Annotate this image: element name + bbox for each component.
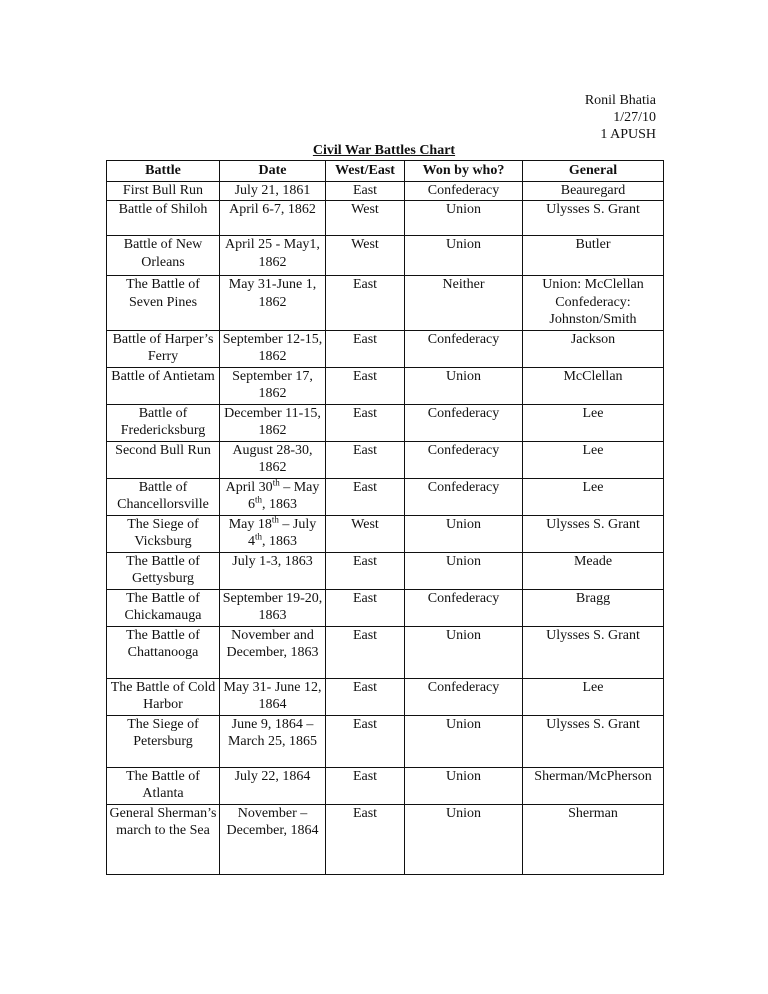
cell-region: East <box>326 678 405 715</box>
cell-region: East <box>326 626 405 678</box>
table-row <box>107 236 664 276</box>
table-row <box>107 515 664 552</box>
cell-date: August 28-30, 1862 <box>220 441 326 478</box>
cell-general: Jackson <box>523 330 664 367</box>
cell-region: West <box>326 236 405 276</box>
column-header-date: Date <box>220 161 326 182</box>
cell-winner: Union <box>405 715 523 767</box>
column-header-battle: Battle <box>107 161 220 182</box>
cell-region: East <box>326 330 405 367</box>
cell-region: East <box>326 767 405 804</box>
battles-table <box>106 160 664 875</box>
author-name: Ronil Bhatia <box>584 93 656 108</box>
cell-battle: Battle of Shiloh <box>107 201 220 236</box>
cell-date: May 31- June 12, 1864 <box>220 678 326 715</box>
cell-winner: Union <box>405 804 523 874</box>
cell-battle: Battle of Fredericksburg <box>107 404 220 441</box>
cell-date: May 31-June 1, 1862 <box>220 276 326 331</box>
date-text: May 18 <box>228 516 272 532</box>
cell-region: East <box>326 589 405 626</box>
cell-battle: The Battle of Chattanooga <box>107 626 220 678</box>
cell-winner: Confederacy <box>405 181 523 201</box>
document-header <box>585 92 656 143</box>
table-row <box>107 201 664 236</box>
cell-battle: The Battle of Gettysburg <box>107 552 220 589</box>
document-date: 1/27/10 <box>613 110 656 125</box>
cell-general: Ulysses S. Grant <box>523 626 664 678</box>
cell-winner: Union <box>405 367 523 404</box>
cell-general: Ulysses S. Grant <box>523 515 664 552</box>
cell-region: East <box>326 181 405 201</box>
cell-region: East <box>326 441 405 478</box>
ordinal-suffix: th <box>254 494 262 505</box>
cell-battle: Battle of Harper’s Ferry <box>107 330 220 367</box>
cell-battle: The Battle of Chickamauga <box>107 589 220 626</box>
cell-date: September 19-20, 1863 <box>220 589 326 626</box>
table-row <box>107 589 664 626</box>
column-header-winner: Won by who? <box>405 161 523 182</box>
cell-winner: Union <box>405 552 523 589</box>
cell-date: July 21, 1861 <box>220 181 326 201</box>
cell-general: McClellan <box>523 367 664 404</box>
cell-region: East <box>326 367 405 404</box>
cell-winner: Union <box>405 626 523 678</box>
cell-winner: Union <box>405 767 523 804</box>
cell-battle: General Sherman’s march to the Sea <box>107 804 220 874</box>
table-row <box>107 276 664 331</box>
ordinal-suffix: th <box>254 531 262 542</box>
cell-date: June 9, 1864 – March 25, 1865 <box>220 715 326 767</box>
cell-region: East <box>326 478 405 515</box>
cell-winner: Confederacy <box>405 678 523 715</box>
cell-general: Lee <box>523 441 664 478</box>
cell-region: East <box>326 276 405 331</box>
cell-region: East <box>326 804 405 874</box>
cell-date: April 25 - May1, 1862 <box>220 236 326 276</box>
cell-date: September 17, 1862 <box>220 367 326 404</box>
table-row <box>107 404 664 441</box>
cell-winner: Union <box>405 201 523 236</box>
table-header <box>107 161 664 182</box>
cell-date: April 6-7, 1862 <box>220 201 326 236</box>
cell-region: East <box>326 404 405 441</box>
table-row <box>107 678 664 715</box>
column-header-region: West/East <box>326 161 405 182</box>
cell-winner: Confederacy <box>405 441 523 478</box>
cell-battle: Battle of New Orleans <box>107 236 220 276</box>
class-period: 1 APUSH <box>600 127 656 142</box>
cell-winner: Confederacy <box>405 478 523 515</box>
cell-region: West <box>326 515 405 552</box>
cell-date <box>220 515 326 552</box>
cell-date <box>220 478 326 515</box>
cell-region: East <box>326 715 405 767</box>
cell-general: Ulysses S. Grant <box>523 715 664 767</box>
cell-winner: Confederacy <box>405 404 523 441</box>
cell-general: Union: McClellan Confederacy: Johnston/Smith <box>523 276 664 331</box>
cell-battle: Battle of Chancellorsville <box>107 478 220 515</box>
cell-general: Meade <box>523 552 664 589</box>
table-body <box>107 181 664 874</box>
cell-winner: Neither <box>405 276 523 331</box>
table-row <box>107 330 664 367</box>
cell-general: Lee <box>523 478 664 515</box>
cell-battle: The Battle of Cold Harbor <box>107 678 220 715</box>
cell-general: Sherman/McPherson <box>523 767 664 804</box>
date-text: April 30 <box>225 479 273 495</box>
cell-battle: First Bull Run <box>107 181 220 201</box>
table-row <box>107 552 664 589</box>
cell-general: Ulysses S. Grant <box>523 201 664 236</box>
cell-winner: Confederacy <box>405 330 523 367</box>
date-text: , 1863 <box>262 534 297 549</box>
cell-general: Sherman <box>523 804 664 874</box>
table-row <box>107 767 664 804</box>
column-header-general: General <box>523 161 664 182</box>
table-row <box>107 181 664 201</box>
table-row <box>107 626 664 678</box>
cell-battle: The Battle of Atlanta <box>107 767 220 804</box>
cell-date: July 1-3, 1863 <box>220 552 326 589</box>
cell-date: July 22, 1864 <box>220 767 326 804</box>
chart-title: Civil War Battles Chart <box>312 143 456 158</box>
cell-date: September 12-15, 1862 <box>220 330 326 367</box>
cell-battle: Battle of Antietam <box>107 367 220 404</box>
table-row <box>107 804 664 874</box>
ordinal-suffix: th <box>271 513 279 524</box>
ordinal-suffix: th <box>272 476 280 487</box>
cell-date: November – December, 1864 <box>220 804 326 874</box>
cell-region: West <box>326 201 405 236</box>
table-row <box>107 367 664 404</box>
cell-general: Beauregard <box>523 181 664 201</box>
date-text: , 1863 <box>262 497 297 512</box>
cell-battle: The Siege of Vicksburg <box>107 515 220 552</box>
cell-date: December 11-15, 1862 <box>220 404 326 441</box>
cell-general: Lee <box>523 404 664 441</box>
header-row <box>107 161 664 182</box>
cell-battle: The Battle of Seven Pines <box>107 276 220 331</box>
cell-general: Lee <box>523 678 664 715</box>
cell-date: November and December, 1863 <box>220 626 326 678</box>
date-text: – May 6 <box>247 479 320 512</box>
cell-general: Bragg <box>523 589 664 626</box>
table-row <box>107 715 664 767</box>
table-row <box>107 478 664 515</box>
table-row <box>107 441 664 478</box>
cell-battle: Second Bull Run <box>107 441 220 478</box>
date-text: – July 4 <box>247 516 317 549</box>
cell-winner: Confederacy <box>405 589 523 626</box>
cell-battle: The Siege of Petersburg <box>107 715 220 767</box>
cell-general: Butler <box>523 236 664 276</box>
cell-winner: Union <box>405 236 523 276</box>
cell-region: East <box>326 552 405 589</box>
cell-winner: Union <box>405 515 523 552</box>
